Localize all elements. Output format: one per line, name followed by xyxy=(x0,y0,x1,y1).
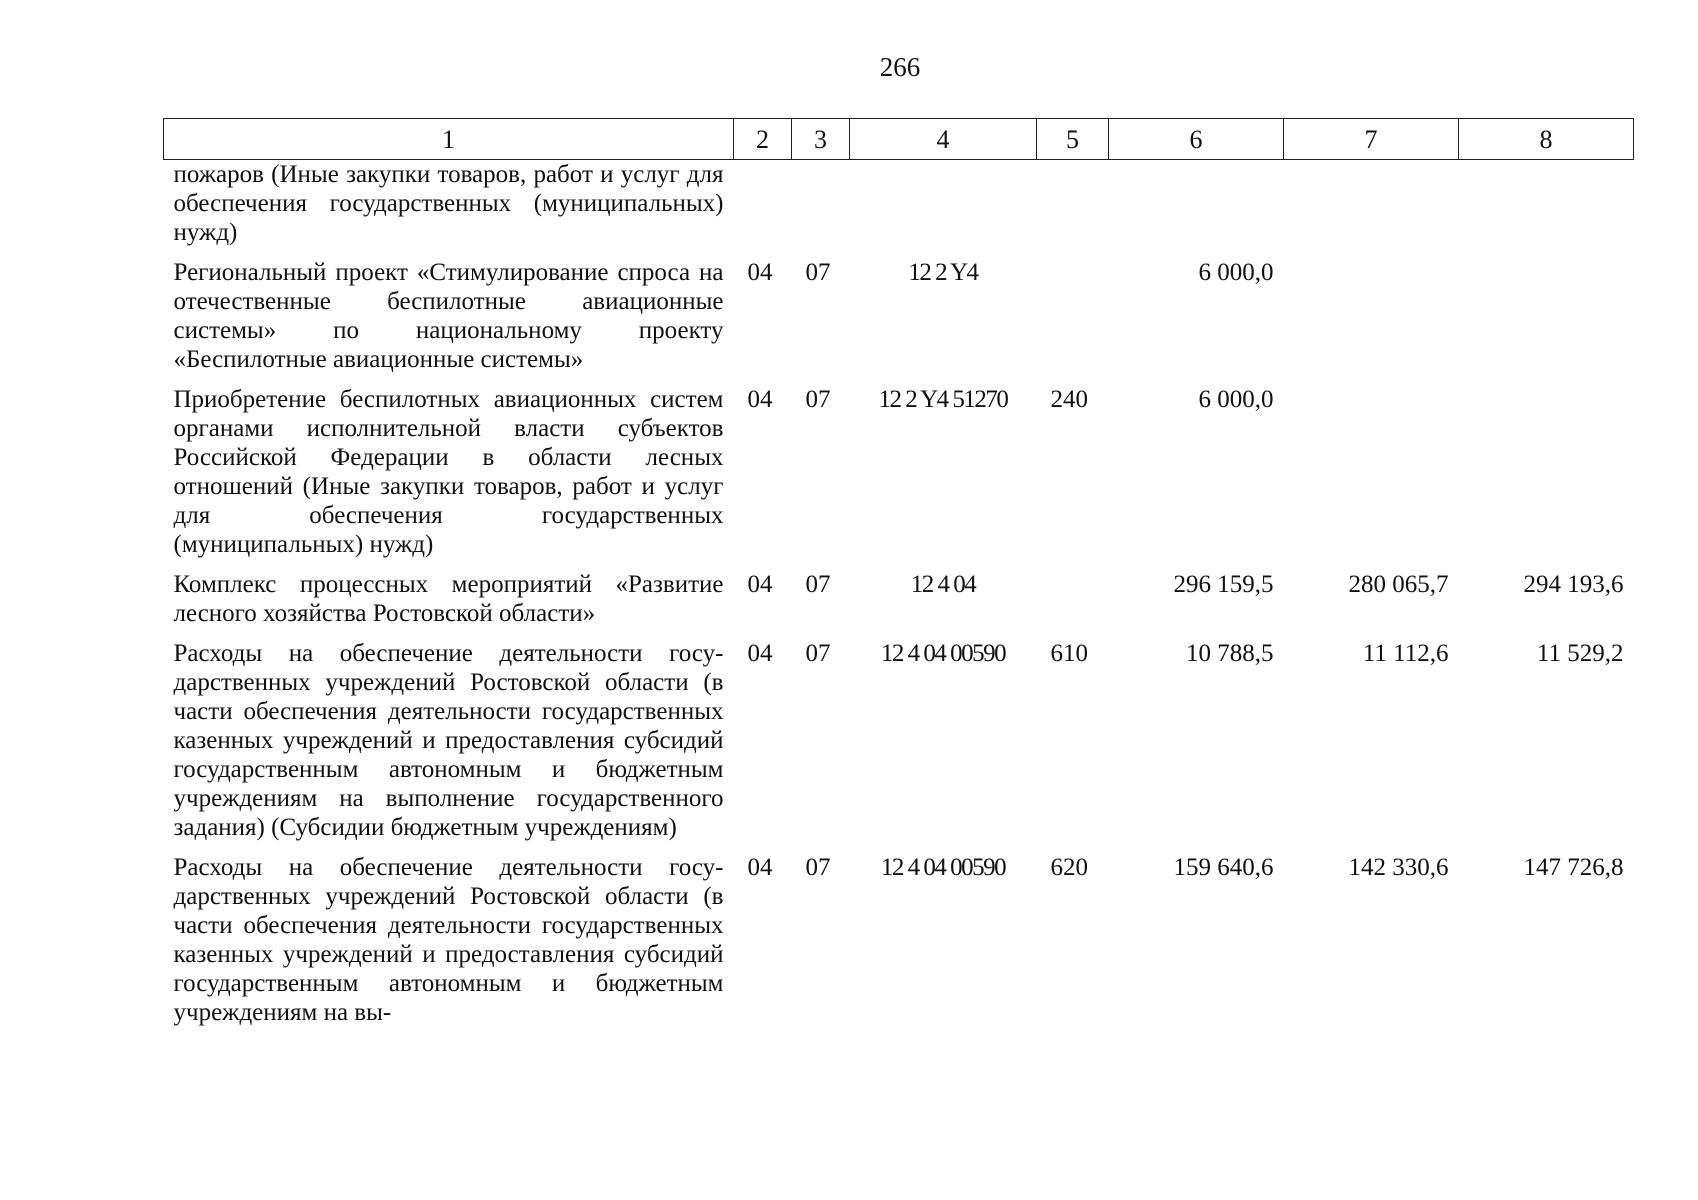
column-number-header-row xyxy=(164,119,1634,160)
column-header: 6 xyxy=(1109,119,1284,160)
amount-year2-cell xyxy=(1284,160,1459,259)
expense-type-code-cell xyxy=(1037,160,1109,259)
subsection-code-cell: 07 xyxy=(805,386,831,413)
target-article-code-cell: 12 4 04 00590 xyxy=(880,854,1006,881)
column-header: 2 xyxy=(734,119,792,160)
amount-year1-cell: 159 640,6 xyxy=(1173,854,1274,881)
column-header: 7 xyxy=(1284,119,1459,160)
expense-type-code-cell: 620 xyxy=(1050,854,1088,881)
subsection-code-cell: 07 xyxy=(805,571,831,598)
table-row xyxy=(164,160,1634,259)
target-article-code-cell: 12 4 04 00590 xyxy=(880,640,1006,667)
amount-year3-cell: 147 726,8 xyxy=(1523,854,1624,881)
expense-type-code-cell: 240 xyxy=(1050,386,1088,413)
section-code-cell: 04 xyxy=(747,640,773,667)
subsection-code-cell: 07 xyxy=(805,640,831,667)
amount-year2-cell xyxy=(1284,258,1459,385)
section-code-cell: 04 xyxy=(747,259,773,286)
column-header: 3 xyxy=(792,119,850,160)
section-code-cell: 04 xyxy=(747,571,773,598)
expense-name-cell: Региональный проект «Стимулирование спроса на отечественные беспилотные авиационные системы» по национальному проекту «Беспилотные авиационные системы» xyxy=(173,259,724,373)
amount-year2-cell xyxy=(1284,385,1459,570)
amount-year3-cell xyxy=(1459,258,1634,385)
column-header: 5 xyxy=(1037,119,1109,160)
table-row xyxy=(164,853,1634,1038)
table-row xyxy=(164,258,1634,385)
column-header: 8 xyxy=(1459,119,1634,160)
target-article-code-cell: 12 2 Y4 xyxy=(908,259,978,286)
amount-year1-cell: 6 000,0 xyxy=(1198,259,1274,286)
budget-table xyxy=(163,118,1634,1038)
amount-year1-cell: 296 159,5 xyxy=(1173,571,1274,598)
target-article-code-cell: 12 4 04 xyxy=(910,571,976,598)
table-row xyxy=(164,385,1634,570)
amount-year3-cell: 294 193,6 xyxy=(1523,571,1624,598)
column-header: 4 xyxy=(850,119,1037,160)
expense-name-cell: Приобретение беспилотных авиационных систем органами исполнительной власти субъектов Российской Федерации в области лесных отношений (Иные закупки товаров, работ и услуг для обеспечения государственных (муниципальных) нужд) xyxy=(173,386,724,558)
subsection-code-cell xyxy=(792,160,850,259)
amount-year3-cell xyxy=(1459,160,1634,259)
expense-type-code-cell: 610 xyxy=(1050,640,1088,667)
expense-name-cell: Расходы на обеспечение деятельности государственных учреждений Ростовской области (в части обеспечения деятельности государственных казенных учреждений и предоставления субсидий государственным автономным и бюджетным учреждениям на вы- xyxy=(173,854,724,1026)
expense-name-cell: Комплекс процессных мероприятий «Развитие лесного хозяйства Ростовской области» xyxy=(173,571,724,627)
amount-year2-cell: 11 112,6 xyxy=(1362,640,1449,667)
subsection-code-cell: 07 xyxy=(805,259,831,286)
section-code-cell xyxy=(734,160,792,259)
column-header: 1 xyxy=(164,119,734,160)
amount-year1-cell: 10 788,5 xyxy=(1186,640,1274,667)
section-code-cell: 04 xyxy=(747,386,773,413)
amount-year2-cell: 280 065,7 xyxy=(1348,571,1449,598)
table-row xyxy=(164,639,1634,853)
target-article-code-cell xyxy=(850,160,1037,259)
expense-name-cell: пожаров (Иные закупки товаров, работ и услуг для обеспечения государственных (муниципальных) нужд) xyxy=(173,161,724,246)
amount-year1-cell xyxy=(1109,160,1284,259)
amount-year1-cell: 6 000,0 xyxy=(1198,386,1274,413)
page-number: 266 xyxy=(879,52,921,82)
amount-year3-cell xyxy=(1459,385,1634,570)
target-article-code-cell: 12 2 Y4 51270 xyxy=(878,386,1008,413)
table-row xyxy=(164,570,1634,639)
subsection-code-cell: 07 xyxy=(805,854,831,881)
expense-type-code-cell xyxy=(1037,570,1109,639)
expense-name-cell: Расходы на обеспечение деятельности государственных учреждений Ростовской области (в части обеспечения деятельности государственных казенных учреждений и предоставления субсидий государственным автономным и бюджетным учреждениям на выполнение государственного задания) (Субсидии бюджетным учреждениям) xyxy=(173,640,724,841)
expense-type-code-cell xyxy=(1037,258,1109,385)
section-code-cell: 04 xyxy=(747,854,773,881)
amount-year2-cell: 142 330,6 xyxy=(1348,854,1449,881)
amount-year3-cell: 11 529,2 xyxy=(1536,640,1624,667)
